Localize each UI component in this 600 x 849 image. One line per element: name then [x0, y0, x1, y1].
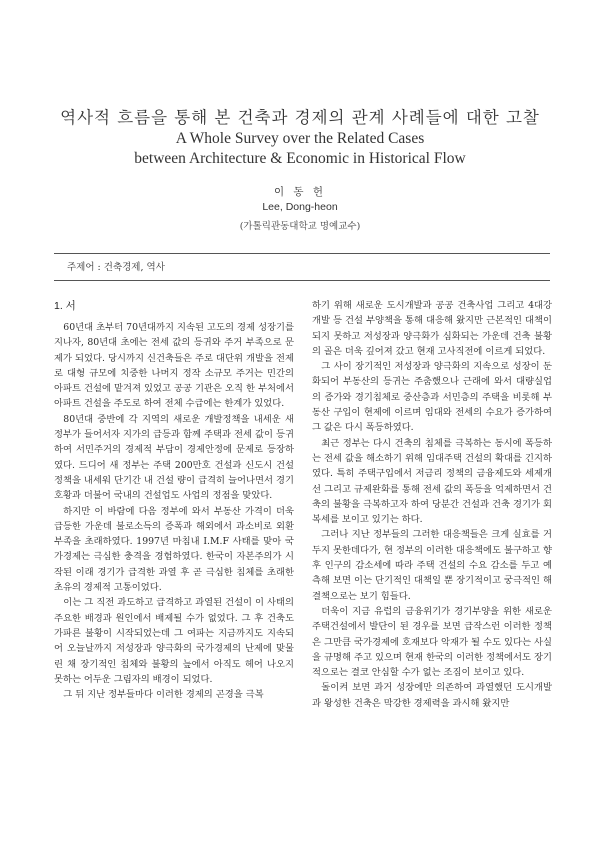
keywords-top-rule — [54, 253, 550, 254]
body-paragraph: 그 뒤 지난 정부들마다 이러한 경제의 곤경을 극복 — [63, 689, 264, 701]
body-paragraph: 60년대 초부터 70년대까지 지속된 고도의 경제 성장기를 지나자, 80년대 초에는 전세 값의 등귀와 주거 부족으로 문제가 되었다. 당시까지 신건축들은 주로 대단위 개발을 전제로 대형 규모에 치중한 나머지 정작 소규모 주거는 민간의 아파트 건설에 맡겨져 있었고 공공 기관은 오직 한 부처에서 아파트 건설을 주도로 하여 전체 수급에는 한계가 있었다. — [54, 322, 294, 410]
title-korean: 역사적 흐름을 통해 본 건축과 경제의 관계 사례들에 대한 고찰 — [60, 108, 540, 127]
body-paragraph: 더욱이 지금 유럽의 금융위기가 경기부양을 위한 새로운 주택건설에서 발단이 된 경우를 보면 급작스런 이러한 정책은 그만큼 국가경제에 호재보다 악재가 될 수도 있다는 사실을 규명해 주고 있으며 현재 한국의 이러한 정책에서도 장기적으로는 결코 안심할 수가 없는 조짐이 보이고 있다. — [312, 605, 552, 679]
body-paragraph: 이는 그 직전 과도하고 급격하고 과열된 건설이 이 사태의 주요한 배경과 원인에서 배제될 수가 없었다. 그 후 건축도 가파른 불황이 시작되었는데 그 여파는 지금까지도 지속되어 오늘날까지 저성장과 양극화의 국가경제의 난제에 맞물린 채 장기적인 침체와 불황의 늪에서 아직도 헤어 나오지 못하는 어두운 그림자의 배경이 되었다. — [54, 597, 294, 685]
body-paragraph: 하기 위해 새로운 도시개발과 공공 건축사업 그리고 4대강 개발 등 건설 부양책을 통해 대응해 왔지만 근본적인 대책이 되지 못하고 저성장과 양극화가 심화되는 가운데 건축 불황의 골은 더욱 깊어져 갔고 현재 고사직전에 이르게 되었다. — [312, 300, 552, 357]
keywords-bottom-rule — [54, 280, 550, 281]
author-name-korean: 이 동 헌 — [273, 186, 327, 198]
section-heading: 1. 서 — [54, 300, 76, 312]
author-name-english: Lee, Dong-heon — [262, 201, 338, 213]
title-english-line1: A Whole Survey over the Related Cases — [175, 130, 425, 147]
body-paragraph: 최근 정부는 다시 건축의 침체를 극복하는 동시에 폭등하는 전세 값을 해소하기 위해 임대주택 건설의 확대를 긴지하였다. 특히 주택구입에서 저금리 정책의 금융제도와 세제개선 그리고 규제완화를 통해 전세 값의 폭등을 억제하면서 건축의 불황을 극복하고자 하여 당분간 건설과 건축 경기가 회복세를 보이고 있기는 하다. — [312, 437, 552, 526]
body-paragraph: 그러나 지난 정부들의 그러한 대응책들은 크게 실효를 거두지 못한데다가, 현 정부의 이러한 대응책에도 불구하고 향후 인구의 감소세에 따라 주택 건설의 수요 감소를 두고 예측해 보면 이는 단기적인 대책일 뿐 장기적이고 궁극적인 해결책으로는 보기 힘들다. — [312, 529, 552, 602]
body-column-right — [312, 298, 552, 711]
body-paragraph: 그 사이 장기적인 저성장과 양극화의 지속으로 성장이 둔화되어 부동산의 등귀는 주춤했으나 근래에 와서 대량실업의 증가와 경기침체로 중산층과 서민층의 주택을 비롯해 부동산 구입이 현제에 이르며 임대와 전세의 수요가 증가하여 그 값은 다시 폭등하였다. — [312, 361, 552, 434]
body-paragraph: 80년대 중반에 각 지역의 새로운 개발정책을 내세운 새 정부가 들어서자 지가의 급등과 함께 주택과 전세 값이 등귀하여 서민주거의 경제적 부담이 경제안정에 문제로 등장하였다. 드디어 새 정부는 주택 200만호 건설과 신도시 건설정책을 내세워 단기간 내 건설 량이 급격히 늘어나면서 경기호황과 더불어 국내의 건설업도 사업의 정점을 맞았다. — [54, 413, 294, 502]
keywords: 주제어 : 건축경제, 역사 — [67, 262, 165, 273]
body-paragraph: 하지만 이 바람에 다음 정부에 와서 부동산 가격이 더욱 급등한 가운데 불로소득의 증폭과 해외에서 과소비로 외환부족을 초래하였다. 1997년 마침내 I.M.F 사태를 맞아 국가경제는 극심한 충격을 경험하였다. 한국이 자본주의가 시작된 이래 경기가 급격한 과열 후 곧 극심한 침체를 초래한 초유의 경제적 고통이었다. — [54, 505, 294, 594]
title-english-line2: between Architecture & Economic in Historical Flow — [134, 150, 466, 167]
body-column-left — [54, 298, 294, 702]
body-paragraph: 돌이켜 보면 과거 성장에만 의존하여 과열했던 도시개발과 왕성한 건축은 막강한 경제력을 과시해 왔지만 — [312, 682, 552, 709]
author-affiliation: (가톨릭관동대학교 명예교수) — [239, 221, 361, 232]
